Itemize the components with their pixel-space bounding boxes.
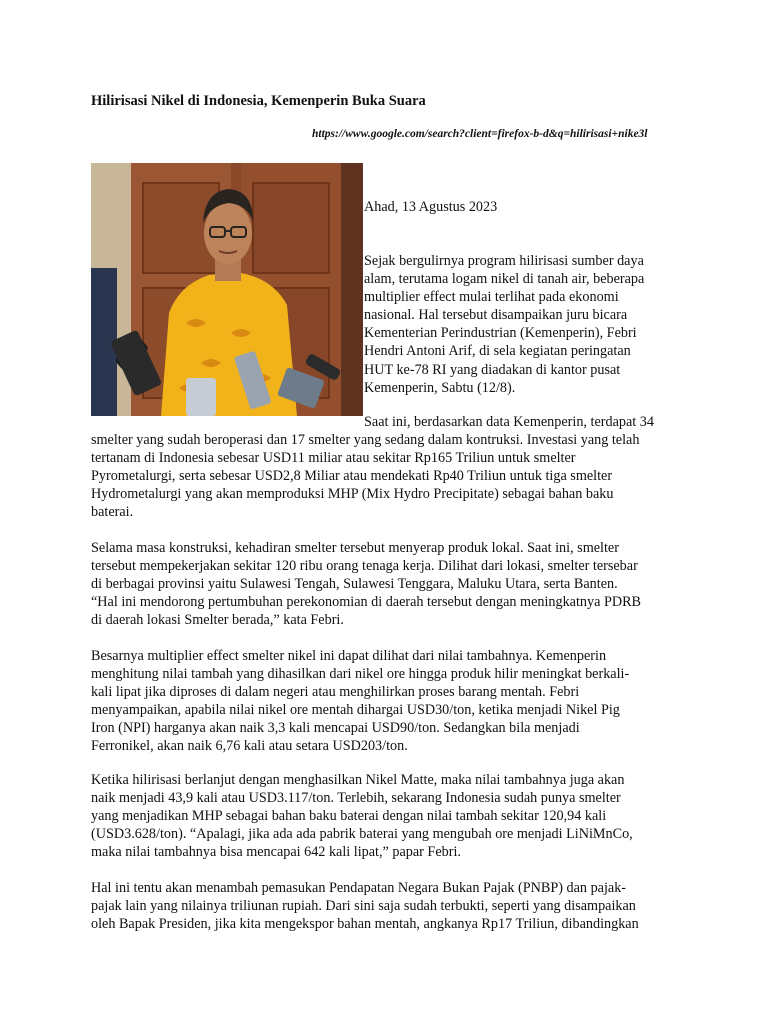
paragraph-line: Ketika hilirisasi berlanjut dengan menghasilkan Nikel Matte, maka nilai tambahnya juga akan [91, 772, 625, 788]
paragraph-line: di berbagai provinsi yaitu Sulawesi Tengah, Sulawesi Tenggara, Maluku Utara, serta Banten. [91, 576, 618, 593]
paragraph-line: Saat ini, berdasarkan data Kemenperin, terdapat 34 [364, 414, 654, 430]
paragraph-line: Sejak bergulirnya program hilirisasi sumber daya [364, 253, 644, 269]
article-date: Ahad, 13 Agustus 2023 [364, 199, 498, 215]
paragraph-line: baterai. [91, 504, 134, 521]
paragraph-line: Selama masa konstruksi, kehadiran smelter tersebut menyerap produk lokal. Saat ini, smelter [91, 540, 619, 556]
paragraph-line: Hal ini tentu akan menambah pemasukan Pendapatan Negara Bukan Pajak (PNBP) dan pajak- [91, 880, 627, 896]
paragraph-line: menghitung nilai tambah yang dihasilkan dari nikel ore hingga produk hilir meningkat berkali- [91, 666, 630, 683]
paragraph-line: tertanam di Indonesia sebesar USD11 miliar atau sekitar Rp165 Triliun untuk smelter [91, 450, 576, 467]
paragraph-1 [364, 252, 664, 397]
paragraph-line: yang menjadikan MHP sebagai bahan baku baterai dengan nilai tambah sekitar 120,94 kali [91, 808, 607, 825]
paragraph-line: maka nilai tambahnya bisa mencapai 642 kali lipat,” papar Febri. [91, 844, 461, 861]
paragraph-line: Hydrometalurgi yang akan memproduksi MHP (Mix Hydro Precipitate) sebagai bahan baku [91, 486, 614, 503]
paragraph-line: kali lipat jika diproses di dalam negeri atau menghilirkan proses barang mentah. Febri [91, 684, 580, 701]
article-photo [91, 163, 363, 416]
paragraph-line: tersebut mempekerjakan sekitar 120 ribu orang tenaga kerja. Dilihat dari lokasi, smelter tersebar [91, 558, 638, 575]
paragraph-line: Besarnya multiplier effect smelter nikel ini dapat dilihat dari nilai tambahnya. Kemenperin [91, 648, 607, 664]
paragraph-4 [91, 647, 691, 756]
paragraph-line: menyampaikan, apabila nilai nikel ore mentah dihargai USD30/ton, ketika menjadi Nikel Pig [91, 702, 620, 719]
paragraph-line: HUT ke-78 RI yang diadakan di kantor pusat [364, 361, 621, 378]
paragraph-line: di daerah lokasi Smelter berada,” kata Febri. [91, 612, 344, 629]
paragraph-6 [91, 879, 691, 933]
paragraph-line: Pyrometalurgi, serta sebesar USD2,8 Miliar atau mendekati Rp40 Triliun untuk tiga smelter [91, 468, 613, 485]
paragraph-line: Ferronikel, akan naik 6,76 kali atau setara USD203/ton. [91, 738, 408, 755]
paragraph-line: naik menjadi 43,9 kali atau USD3.117/ton. Terlebih, sekarang Indonesia sudah punya smelter [91, 790, 621, 807]
paragraph-line: alam, terutama logam nikel di tanah air, beberapa [364, 271, 645, 288]
paragraph-line: Kemenperin, Sabtu (12/8). [364, 379, 516, 396]
paragraph-line: Kementerian Perindustrian (Kemenperin), Febri [364, 325, 637, 342]
paragraph-line: oleh Bapak Presiden, jika kita mengekspor bahan mentah, angkanya Rp17 Triliun, dibandingkan [91, 916, 639, 933]
paragraph-line: pajak lain yang nilainya triliunan rupiah. Dari sini saja sudah terbukti, seperti yang disampaikan [91, 898, 636, 915]
paragraph-line: Iron (NPI) harganya akan naik 3,3 kali mencapai USD90/ton. Sedangkan bila menjadi [91, 720, 580, 737]
paragraph-line: nasional. Hal tersebut disampaikan juru bicara [364, 307, 628, 324]
paragraph-line: Hendri Antoni Arif, di sela kegiatan peringatan [364, 343, 631, 360]
paragraph-line: multiplier effect mulai terlihat pada ekonomi [364, 289, 619, 306]
article-title: Hilirisasi Nikel di Indonesia, Kemenperin Buka Suara [91, 93, 426, 109]
paragraph-3 [91, 539, 691, 629]
source-url-link[interactable]: https://www.google.com/search?client=firefox-b-d&q=hilirisasi+nike3l [312, 128, 648, 140]
paragraph-line: “Hal ini mendorong pertumbuhan perekonomian di daerah tersebut dengan meningkatnya PDRB [91, 594, 642, 611]
paragraph-2 [91, 413, 691, 522]
paragraph-5 [91, 771, 691, 861]
paragraph-line: smelter yang sudah beroperasi dan 17 smelter yang sedang dalam kontruksi. Investasi yang telah [91, 432, 640, 449]
paragraph-line: (USD3.628/ton). “Apalagi, jika ada ada pabrik baterai yang mengubah ore menjadi LiNiMnCo, [91, 826, 633, 843]
